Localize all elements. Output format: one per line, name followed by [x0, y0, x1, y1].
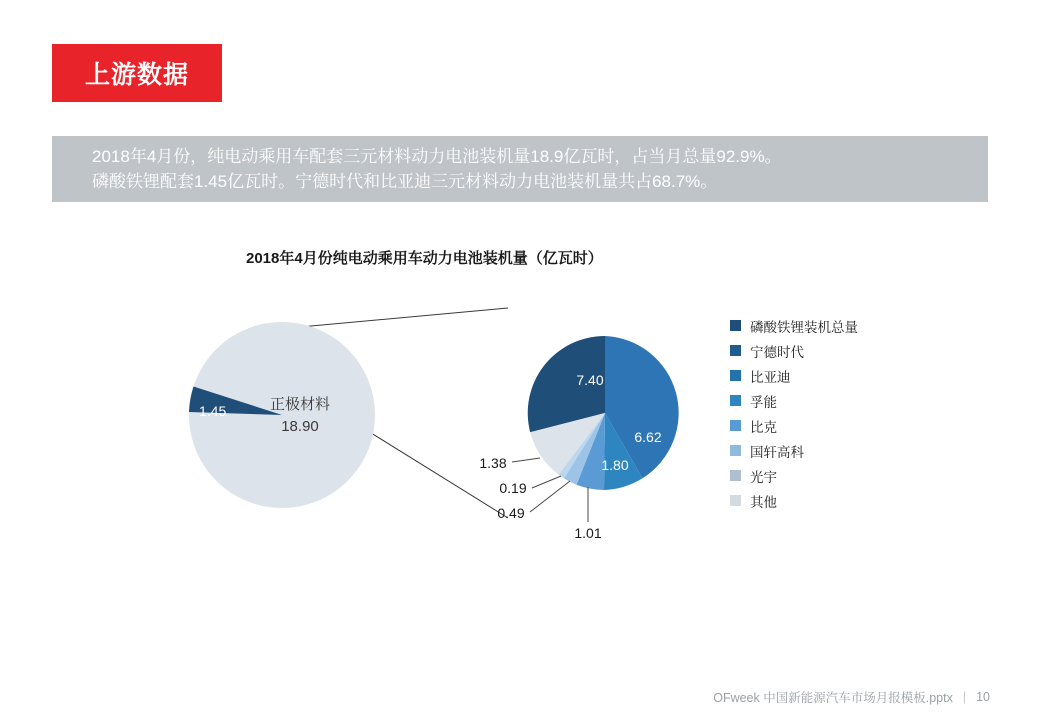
main-pie-center-label-value: 18.90: [281, 418, 319, 435]
legend-swatch-icon: [730, 395, 741, 406]
chart-area: [60, 290, 760, 580]
leader-line-guangyu: [532, 476, 561, 488]
footer-separator: |: [962, 690, 967, 704]
legend-swatch-icon: [730, 470, 741, 481]
legend-label: 孚能: [750, 394, 777, 410]
pie-of-pie-chart: [60, 290, 760, 580]
detail-pie-label-gotion: 0.49: [497, 505, 525, 521]
legend-item-byd: [730, 363, 960, 388]
legend-label: 宁德时代: [750, 344, 804, 360]
section-title-tag: [52, 44, 222, 102]
main-pie-label-lfp: 1.45: [199, 403, 227, 419]
footer-page-number: 10: [976, 690, 990, 704]
detail-pie-label-farasis: 1.80: [601, 457, 629, 473]
legend-swatch-icon: [730, 370, 741, 381]
legend-swatch-icon: [730, 420, 741, 431]
legend-item-catl: [730, 338, 960, 363]
legend-item-farasis: [730, 388, 960, 413]
legend-label: 比亚迪: [750, 369, 791, 385]
chart-legend: [730, 313, 960, 513]
legend-swatch-icon: [730, 320, 741, 331]
legend-swatch-icon: [730, 495, 741, 506]
detail-pie-label-bak: 1.01: [574, 525, 602, 541]
legend-label: 国轩高科: [750, 444, 804, 460]
legend-item-gotion: [730, 438, 960, 463]
legend-label: 其他: [750, 494, 777, 510]
summary-banner: [52, 136, 988, 202]
footer: [713, 688, 990, 706]
summary-text: [52, 144, 794, 194]
summary-line-2: 磷酸铁锂配套1.45亿瓦时。宁德时代和比亚迪三元材料动力电池装机量共占68.7%。: [92, 172, 718, 191]
legend-item-guangyu: [730, 463, 960, 488]
legend-item-lfp-total: [730, 313, 960, 338]
legend-label: 光宇: [750, 469, 777, 485]
detail-pie-label-catl: 6.62: [634, 429, 662, 445]
section-title-label: 上游数据: [84, 61, 189, 89]
legend-label: 磷酸铁锂装机总量: [750, 319, 858, 335]
legend-swatch-icon: [730, 445, 741, 456]
summary-line-1: 2018年4月份，纯电动乘用车配套三元材料动力电池装机量18.9亿瓦时，占当月总量92.9%。: [92, 147, 782, 166]
legend-item-others: [730, 488, 960, 513]
leader-line-others: [512, 458, 540, 462]
footer-filename: OFweek 中国新能源汽车市场月报模板.pptx: [713, 691, 953, 705]
detail-pie-label-guangyu: 0.19: [499, 480, 527, 496]
leader-line-gotion: [530, 481, 570, 512]
detail-pie-label-others: 1.38: [479, 455, 507, 471]
detail-pie-label-byd: 7.40: [576, 372, 604, 388]
legend-label: 比克: [750, 419, 777, 435]
legend-swatch-icon: [730, 345, 741, 356]
main-pie-center-label-name: 正极材料: [269, 396, 331, 413]
chart-title: 2018年4月份纯电动乘用车动力电池装机量（亿瓦时）: [246, 250, 603, 267]
legend-item-bak: [730, 413, 960, 438]
